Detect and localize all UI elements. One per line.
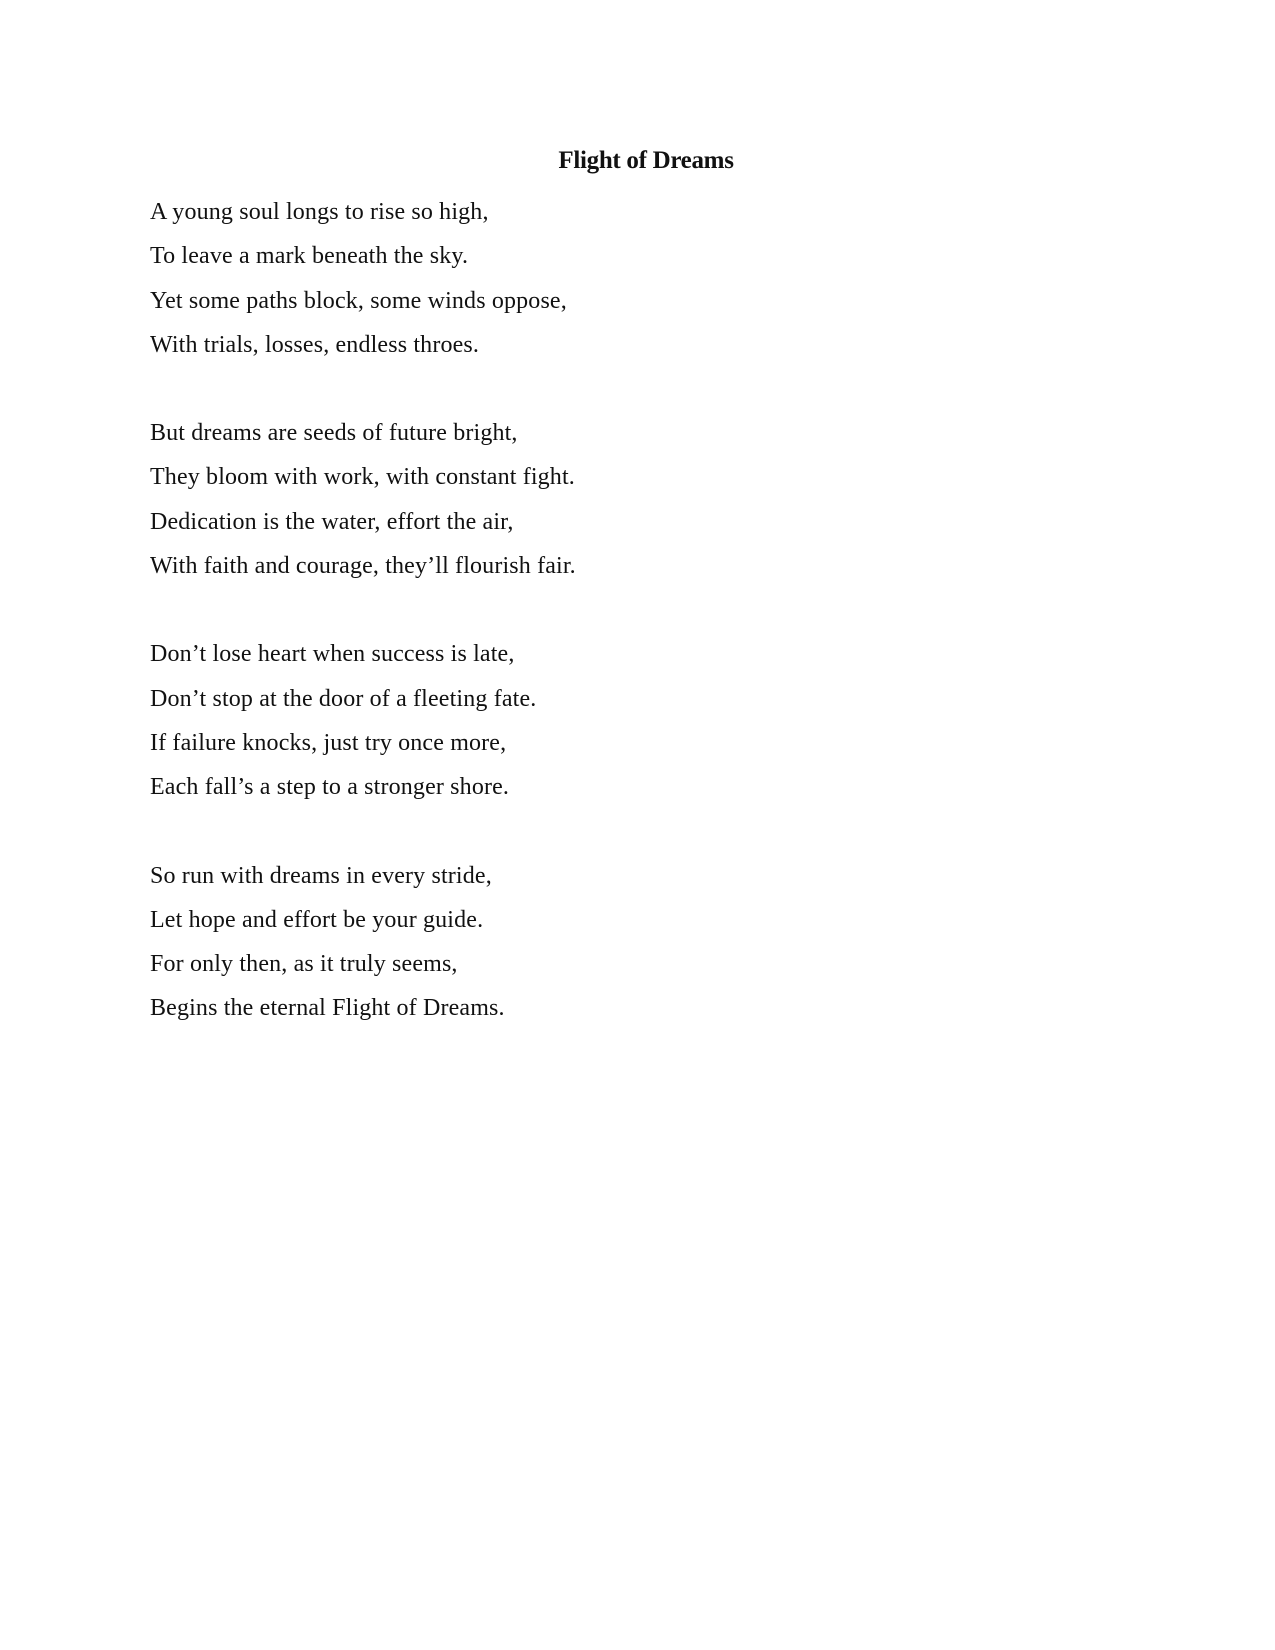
poem-line: But dreams are seeds of future bright, xyxy=(150,420,518,447)
stanza-2 xyxy=(150,411,1050,588)
poem-line: So run with dreams in every stride, xyxy=(150,862,492,889)
poem-line: Don’t lose heart when success is late, xyxy=(150,641,515,668)
poem-line: With trials, losses, endless throes. xyxy=(150,331,480,358)
stanza-3 xyxy=(150,632,1050,809)
poem-title: Flight of Dreams xyxy=(558,147,734,174)
poem-line: Begins the eternal Flight of Dreams. xyxy=(150,995,505,1022)
poem-line: Don’t stop at the door of a fleeting fate. xyxy=(150,685,537,712)
poem-line: Each fall’s a step to a stronger shore. xyxy=(150,774,510,801)
poem-line: Let hope and effort be your guide. xyxy=(150,906,484,933)
poem-line: If failure knocks, just try once more, xyxy=(150,729,507,756)
poem-line: With faith and courage, they’ll flourish fair. xyxy=(150,553,576,580)
poem-line: A young soul longs to rise so high, xyxy=(150,199,489,225)
stanza-1 xyxy=(150,190,1050,367)
poem-line: Yet some paths block, some winds oppose, xyxy=(150,287,567,314)
poem-line: They bloom with work, with constant fight. xyxy=(150,464,575,491)
poem-line: To leave a mark beneath the sky. xyxy=(150,243,469,270)
poem-line: Dedication is the water, effort the air, xyxy=(150,508,514,535)
stanza-4 xyxy=(150,854,1050,1031)
poem-body xyxy=(150,190,1050,1075)
poem-line: For only then, as it truly seems, xyxy=(150,951,458,978)
